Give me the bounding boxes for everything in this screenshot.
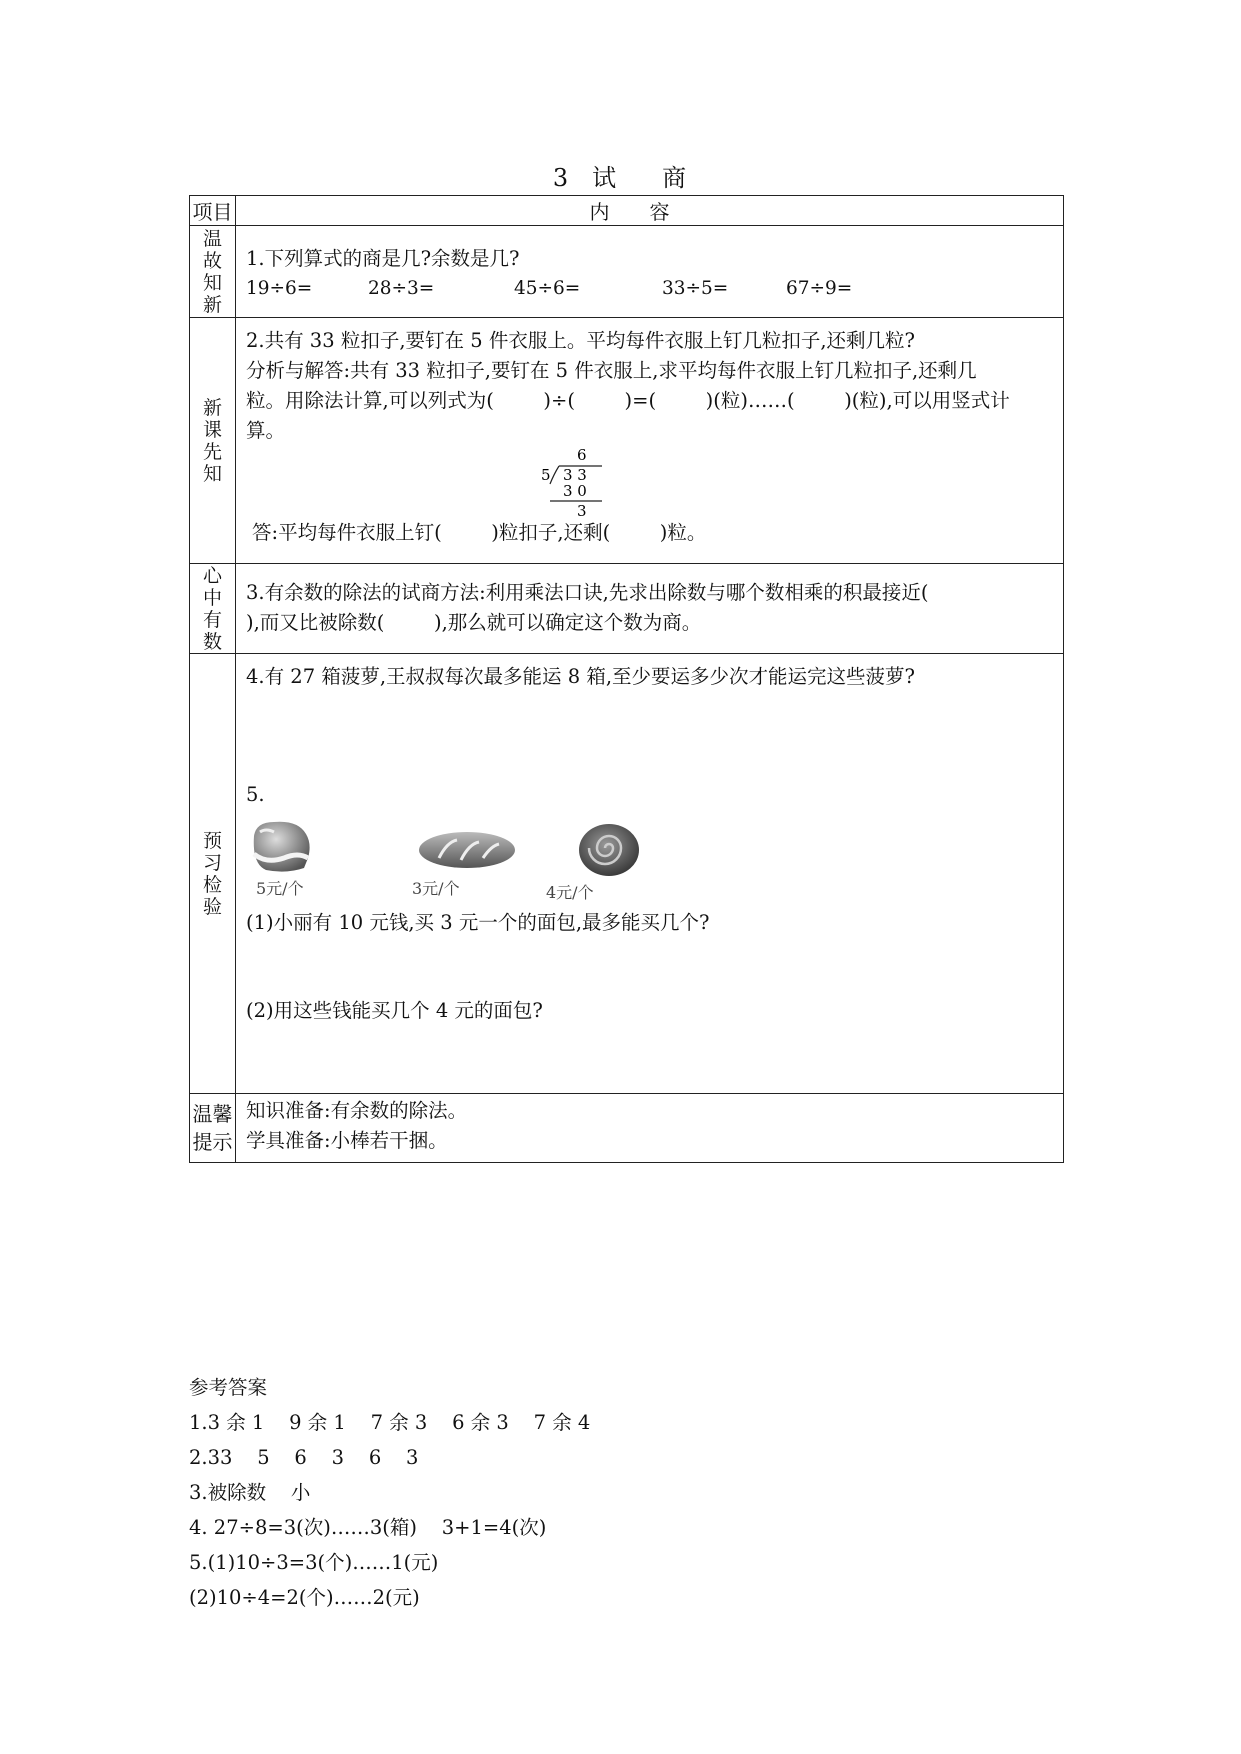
newlesson-content [236,318,1064,564]
preview-label: 预 习 检 验 [190,654,236,1094]
table-header-row [190,196,1064,226]
equation: 67÷9= [786,278,853,299]
equation: 28÷3= [368,278,435,299]
answer-3: 3.被除数 小 [189,1481,311,1504]
answer-5-1: 5.(1)10÷3=3(个)……1(元) [189,1551,439,1574]
bread-item [246,818,392,908]
preview-row [190,654,1064,1094]
worksheet-table [189,195,1064,1163]
answer-key [189,1370,590,1615]
newlesson-label: 新 课 先 知 [190,318,236,564]
analysis-line: 粒。用除法计算,可以列式为( )÷( )=( )(粒)……( )(粒),可以用竖式计 [246,389,1010,412]
question-1: 1.下列算式的商是几?余数是几? [246,247,520,270]
mind-label: 心 中 有 数 [190,564,236,654]
tip-line: 知识准备:有余数的除法。 [246,1099,468,1122]
analysis-line: 分析与解答:共有 33 粒扣子,要钉在 5 件衣服上,求平均每件衣服上钉几粒扣子,还剩几 [246,359,977,382]
answer-1: 1.3 余 1 9 余 1 7 余 3 6 余 3 7 余 4 [189,1411,591,1434]
division-quotient: 6 [577,446,587,464]
review-row [190,226,1064,318]
question-4: 4.有 27 箱菠萝,王叔叔每次最多能运 8 箱,至少要运多少次才能运完这些菠萝? [246,665,915,688]
swirl-bun-icon [577,818,647,878]
long-division-figure [236,446,1064,518]
price-label: 5元/个 [256,879,304,898]
bread-item [392,818,542,908]
question-5-2: (2)用这些钱能买几个 4 元的面包? [246,999,543,1022]
tips-content [236,1094,1064,1163]
division-divisor: 5 [541,466,551,484]
baguette-icon [417,818,517,874]
answer-line: 答:平均每件衣服上钉( )粒扣子,还剩( )粒。 [252,521,707,544]
tips-row [190,1094,1064,1163]
long-division [246,446,1053,518]
question-5-1: (1)小丽有 10 元钱,买 3 元一个的面包,最多能买几个? [246,911,710,934]
price-label: 3元/个 [412,879,460,898]
equation-row [246,274,1053,304]
review-label: 温 故 知 新 [190,226,236,318]
price-label: 4元/个 [546,883,594,902]
division-product: 3 0 [563,482,587,500]
answer-2: 2.33 5 6 3 6 3 [189,1446,419,1469]
division-remainder: 3 [577,502,587,518]
equation: 45÷6= [514,278,581,299]
header-content: 内容 [236,196,1064,226]
mind-content [236,564,1064,654]
bread-item [542,818,682,908]
equation: 33÷5= [662,278,729,299]
loaf-bread-icon [246,818,316,874]
tip-line: 学具准备:小棒若干捆。 [246,1129,448,1152]
mind-row [190,564,1064,654]
header-label: 项目 [190,196,236,226]
equation: 19÷6= [246,278,313,299]
bread-row [246,818,1053,908]
question-2: 2.共有 33 粒扣子,要钉在 5 件衣服上。平均每件衣服上钉几粒扣子,还剩几粒? [246,329,915,352]
answer-heading: 参考答案 [189,1376,268,1399]
answer-5-2: (2)10÷4=2(个)……2(元) [189,1586,420,1609]
answer-4: 4. 27÷8=3(次)……3(箱) 3+1=4(次) [189,1516,547,1539]
newlesson-row [190,318,1064,564]
question-3-cont: ),而又比被除数( ),那么就可以确定这个数为商。 [246,611,702,634]
review-content [236,226,1064,318]
preview-content [236,654,1064,1094]
question-5: 5. [246,783,265,806]
tips-label: 温馨 提示 [190,1094,236,1163]
division-dividend: 3 3 [563,466,587,484]
analysis-line: 算。 [246,419,286,442]
page-title: 3 试 商 [552,164,689,192]
question-3: 3.有余数的除法的试商方法:利用乘法口诀,先求出除数与哪个数相乘的积最接近( [246,581,929,604]
